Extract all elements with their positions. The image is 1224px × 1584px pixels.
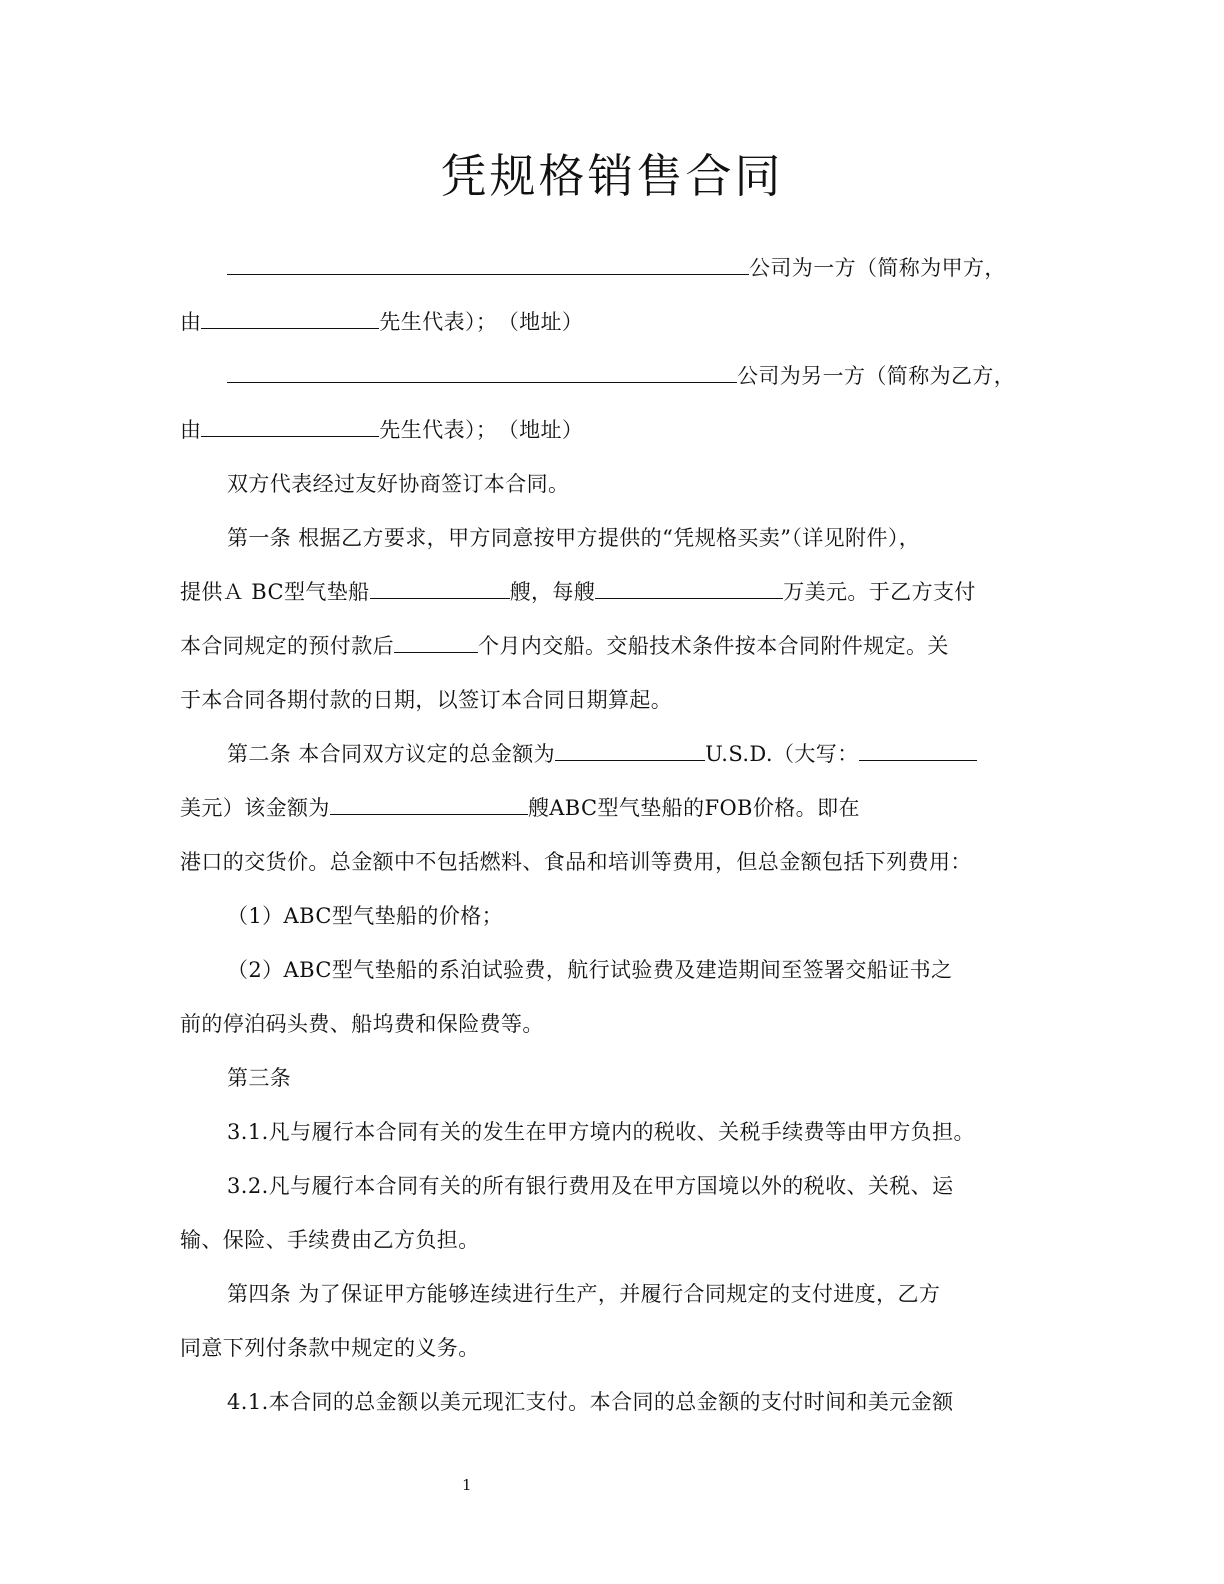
article-2-line-3: 港口的交货价。总金额中不包括燃料、食品和培训等费用，但总金额包括下列费用： — [180, 850, 972, 874]
party-a-line: 公司为一方（简称为甲方， — [227, 253, 1097, 283]
party-a-name-blank[interactable] — [227, 254, 749, 275]
article-1-line-2: 提供Ａ BC型气垫船 艘，每艘 万美元。于乙方支付 — [180, 580, 976, 604]
article-1-line-4: 于本合同各期付款的日期，以签订本合同日期算起。 — [180, 688, 673, 712]
quantity-blank[interactable] — [370, 578, 510, 599]
article-4-1: 4.1.本合同的总金额以美元现汇支付。本合同的总金额的支付时间和美元金额 — [227, 1390, 954, 1414]
total-amount-blank[interactable] — [555, 740, 705, 761]
article-2-item-2-line-1: （2）ABC型气垫船的系泊试验费，航行试验费及建造期间至签署交船证书之 — [227, 958, 953, 982]
party-a-representative-line: 由 先生代表）； （地址） — [180, 310, 584, 334]
article-2-item-1: （1）ABC型气垫船的价格； — [227, 904, 504, 928]
unit-price-blank[interactable] — [595, 578, 783, 599]
article-1-line-1: 第一条 根据乙方要求，甲方同意按甲方提供的“凭规格买卖”（详见附件）， — [227, 526, 921, 550]
amount-in-words-blank[interactable] — [859, 740, 977, 761]
article-2-line-1: 第二条 本合同双方议定的总金额为 U.S.D.（大写： — [227, 739, 1097, 769]
party-b-line: 公司为另一方（简称为乙方， — [227, 361, 1097, 391]
vessel-count-blank[interactable] — [330, 794, 528, 815]
article-4-line-1: 第四条 为了保证甲方能够连续进行生产，并履行合同规定的支付进度，乙方 — [227, 1282, 941, 1306]
delivery-months-blank[interactable] — [394, 632, 478, 653]
party-b-name-blank[interactable] — [227, 362, 737, 383]
party-b-rep-blank[interactable] — [201, 416, 379, 437]
party-b-representative-line: 由 先生代表）； （地址） — [180, 418, 584, 442]
party-a-rep-blank[interactable] — [201, 308, 379, 329]
article-3-2-line-2: 输、保险、手续费由乙方负担。 — [180, 1228, 480, 1252]
article-3-2-line-1: 3.2.凡与履行本合同有关的所有银行费用及在甲方国境以外的税收、关税、运 — [227, 1174, 954, 1198]
article-2-item-2-line-2: 前的停泊码头费、船坞费和保险费等。 — [180, 1012, 544, 1036]
article-3-heading: 第三条 — [227, 1066, 292, 1090]
article-1-line-3: 本合同规定的预付款后 个月内交船。交船技术条件按本合同附件规定。关 — [180, 634, 949, 658]
document-title: 凭规格销售合同 — [440, 149, 784, 203]
intro-paragraph: 双方代表经过友好协商签订本合同。 — [227, 472, 570, 496]
page-number: 1 — [462, 1476, 472, 1494]
article-4-line-2: 同意下列付条款中规定的义务。 — [180, 1336, 480, 1360]
article-3-1: 3.1.凡与履行本合同有关的发生在甲方境内的税收、关税手续费等由甲方负担。 — [227, 1120, 975, 1144]
article-2-line-2: 美元）该金额为 艘ABC型气垫船的FOB价格。即在 — [180, 796, 860, 820]
